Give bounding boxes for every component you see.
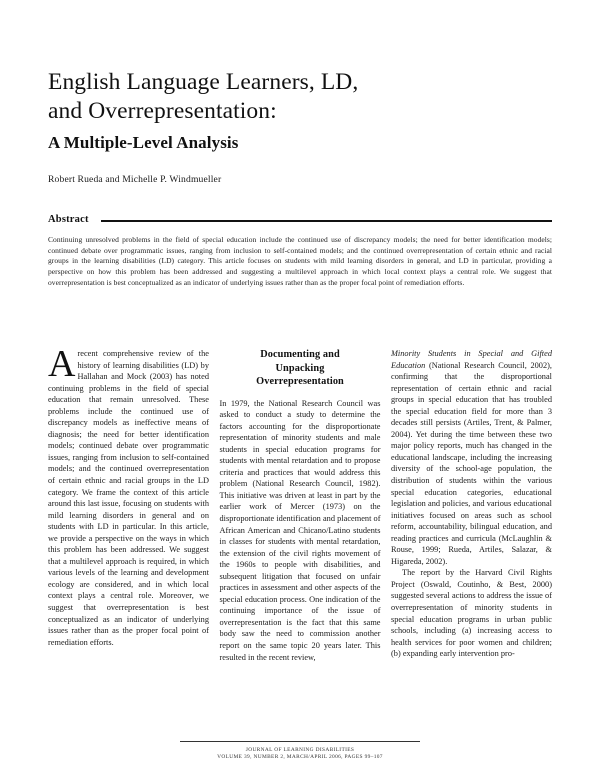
body-columns <box>48 343 552 733</box>
abstract-label: Abstract <box>48 214 89 225</box>
abstract-text: Continuing unresolved problems in the field of special education include the continued use of discrepancy models; the need for better identification models; continued debate over programmatic issues, ranging from inclusion to self-contained models; and the continued overrepresentation of certain ethnic and racial groups in the learning disabilities (LD) category. This article focuses on students with mild learning disorders in general, and LD in particular, providing a perspective on how this problem has been addressed and suggesting a multilevel approach in which local context plays a central role. We suggest that overrepresentation is best conceptualized as an indicator of underlying issues rather than as the proper focal point of remediation efforts. <box>48 235 552 287</box>
section-heading <box>220 348 381 389</box>
column-2-paragraph-1: In 1979, the National Research Council was asked to conduct a study to determine the factors accounting for the disproportionate representation of minority students and male students in special education programs for students with mental retardation and to propose criteria and practices that would address this problem (National Research Council, 1982). This initiative was driven at least in part by the earlier work of Mercer (1973) on the disproportionate identification and placement of African American and Chicano/Latino students in classes for students with mental retardation, the extension of the civil rights movement of the 1960s to people with disabilities, and subsequent litigation that focused on unfair practices in assessment and other aspects of the special education process. One indication of the continuing importance of the issue of overrepresentation is the fact that this same body saw the need to commission another report on the same topic 20 years later. This resulted in the recent review, <box>219 398 381 662</box>
journal-name: JOURNAL OF LEARNING DISABILITIES <box>245 747 355 753</box>
body-column-3 <box>391 348 552 733</box>
section-heading-line-1: Documenting and <box>260 349 340 360</box>
column-3-paragraph-2: The report by the Harvard Civil Rights Project (Oswald, Coutinho, & Best, 2000) suggested several actions to address the issue of overrepresentation of minority students in special education programs in urban public schools, including (a) increasing access to health services for poor women and children; (b) expanding early intervention pro- <box>391 568 552 659</box>
abstract-divider <box>101 220 552 222</box>
journal-issue-info: VOLUME 39, NUMBER 2, MARCH/APRIL 2006, PAGES 99–107 <box>217 754 383 761</box>
section-heading-line-3: Overrepresentation <box>256 376 344 387</box>
footer-divider <box>180 741 420 742</box>
section-heading-line-2: Unpacking <box>275 362 325 374</box>
title-line-2: and Overrepresentation: <box>48 98 277 124</box>
abstract-header <box>48 214 552 225</box>
body-column-1 <box>48 343 209 733</box>
title-line-1: English Language Learners, LD, <box>48 69 359 95</box>
title-block <box>48 68 552 154</box>
page-subtitle: A Multiple-Level Analysis <box>48 133 239 152</box>
column-3-paragraph-1 <box>391 348 552 567</box>
body-column-2 <box>220 348 381 733</box>
column-3-paragraph-1-rest: (National Research Council, 2002), confirming that the disproportional representation of certain ethnic and racial groups in special education that has troubled the special education field for more than 3 decades still persists (Artiles, Trent, & Palmer, 2004). Yet during the time between these two major policy reports, much has changed in the educational landscape, including the increasing diversity of the school-age population, the distribution of students within the various special education categories, educational legislation and policies, and various educational initiatives focused on areas such as school reform, accountability, bilingual education, and reading practices and curricula (McLaughlin & Rouse, 1999; Rueda, Artiles, Salazar, & Higareda, 2002). <box>391 360 552 566</box>
page-footer <box>180 741 420 762</box>
authors-line: Robert Rueda and Michelle P. Windmueller <box>48 174 222 185</box>
page-title <box>48 68 552 126</box>
column-1-paragraph-1: Arecent comprehensive review of the history of learning disabilities (LD) by Hallahan and Mock (2003) has noted continuing problems in the field of special education that remain unresolved. These problems include the continued use of discrepancy models as ineffective means of diagnosis; the need for better identification models; continued debate over programmatic issues, ranging from inclusion to self-contained models; and the continued overrepresentation of certain ethnic and racial groups in the LD category. We frame the context of this article around this last issue, focusing on students with mild learning disorders in general and on students with LD in particular. In this article, we provide a perspective on the ways in which this problem has been addressed. We suggest that a multilevel approach is required, in which various levels of the learning and development ecology are considered, and in which local context plays a central role. Moreover, we suggest that overrepresentation is best conceptualized as an indicator of underlying issues rather than as the proper focal point of remediation efforts. <box>48 343 209 647</box>
cited-work-title: Minority Students in Special and Gifted Education <box>391 349 552 370</box>
